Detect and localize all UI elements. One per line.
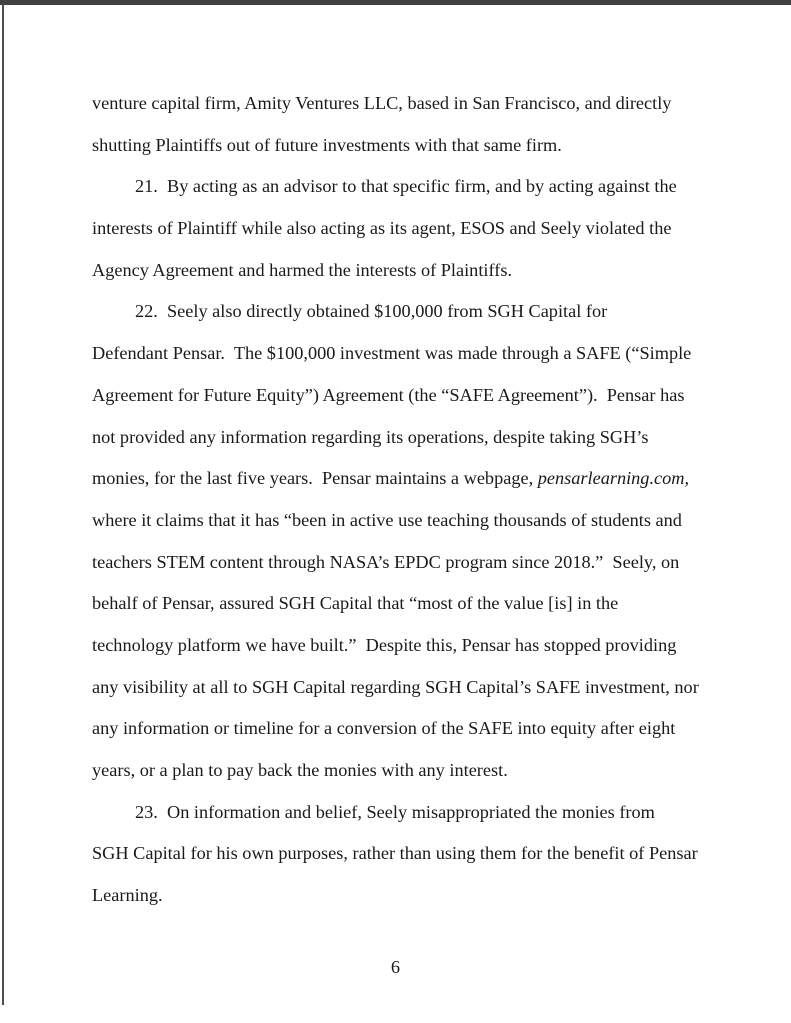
text-segment: Learning. [92,885,163,906]
text-line [92,792,717,834]
scan-top-edge [0,0,791,5]
paragraph-number: 21. [135,176,158,197]
text-line [92,333,717,375]
paragraph [92,291,717,791]
text-line [92,542,717,584]
text-line [92,250,717,292]
text-line [92,291,717,333]
text-segment: Agreement for Future Equity”) Agreement (the “SAFE Agreement”). Pensar has [92,384,685,405]
text-segment: , [684,468,690,489]
text-segment: any information or timeline for a conversion of the SAFE into equity after eight [92,718,676,739]
text-segment: teachers STEM content through NASA’s EPDC program since 2018.” Seely, on [92,551,680,572]
text-line [92,708,717,750]
text-segment: venture capital firm, Amity Ventures LLC, based in San Francisco, and directly [92,93,672,113]
text-segment: where it claims that it has “been in active use teaching thousands of students and [92,509,682,530]
paragraph [92,792,717,917]
text-line [92,375,717,417]
text-line [92,166,717,208]
text-segment: Seely also directly obtained $100,000 from SGH Capital for [167,301,608,322]
text-segment: shutting Plaintiffs out of future investments with that same firm. [92,134,562,155]
page-number-footer: 6 [390,957,401,977]
text-segment: years, or a plan to pay back the monies with any interest. [92,760,508,780]
text-segment: technology platform we have built.” Despite this, Pensar has stopped providing [92,634,677,655]
text-segment: Defendant Pensar. The $100,000 investment was made through a SAFE (“Simple [92,343,692,364]
text-line [92,833,717,875]
italic-text: pensarlearning.com [537,468,685,489]
paragraph-number: 22. [135,301,158,322]
scan-left-edge [2,4,4,1005]
text-line [92,750,717,792]
text-line [92,875,717,917]
text-line [92,417,717,459]
text-segment: not provided any information regarding its operations, despite taking SGH’s [92,426,649,447]
text-segment: Agency Agreement and harmed the interests of Plaintiffs. [92,259,513,280]
text-line [92,625,717,667]
body-text [92,83,717,917]
text-segment: By acting as an advisor to that specific firm, and by acting against the [167,176,677,197]
text-line [92,458,717,500]
paragraph [92,166,717,291]
text-segment: any visibility at all to SGH Capital regarding SGH Capital’s SAFE investment, nor [92,676,699,697]
paragraph-number: 23. [135,801,158,822]
text-line [92,500,717,542]
text-line [92,667,717,709]
text-line [92,208,717,250]
text-segment: behalf of Pensar, assured SGH Capital that “most of the value [is] in the [92,593,619,614]
text-line [92,125,717,167]
text-segment: interests of Plaintiff while also acting as its agent, ESOS and Seely violated the [92,218,672,239]
text-segment: monies, for the last five years. Pensar maintains a webpage, [92,468,538,489]
text-segment: SGH Capital for his own purposes, rather than using them for the benefit of Pensar [92,843,698,864]
text-segment: On information and belief, Seely misappropriated the monies from [167,801,655,822]
text-line [92,583,717,625]
paragraph [92,83,717,166]
text-line [92,83,717,125]
